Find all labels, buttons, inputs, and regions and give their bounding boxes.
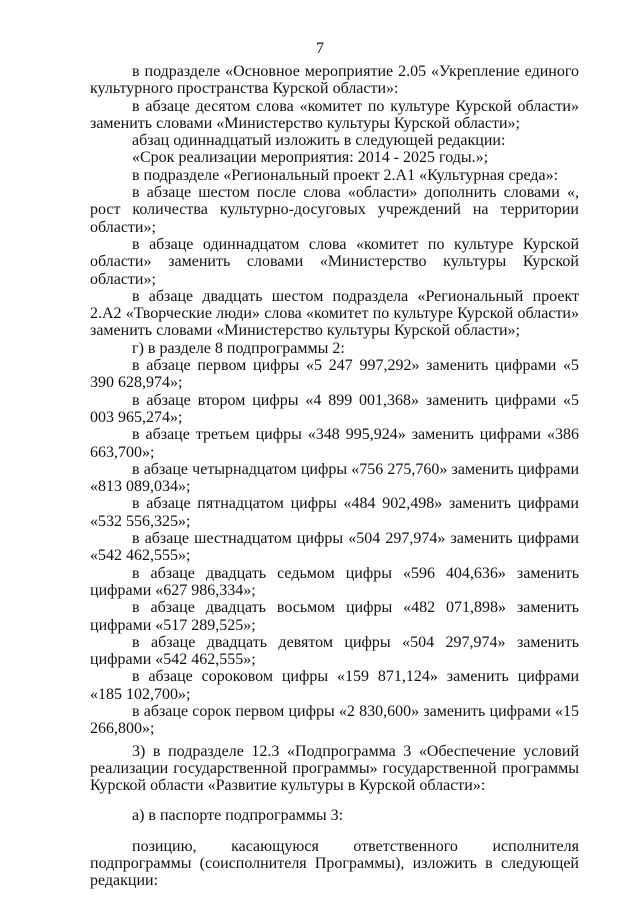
- paragraph: в подразделе «Региональный проект 2.А1 «Культурная среда»:: [132, 166, 559, 184]
- paragraph: в абзаце десятом слова «комитет по культуре Курской области» заменить словами «Министерство культуры Курской области»;: [90, 97, 579, 132]
- amendment-item: в абзаце четырнадцатом цифры «756 275,760» заменить цифрами «813 089,034»;: [90, 460, 579, 496]
- amendment-item: в абзаце двадцать восьмом цифры «482 071,898» заменить цифрами «517 289,525»;: [90, 599, 579, 634]
- paragraph: «Срок реализации мероприятия: 2014 - 2025 годы.»;: [132, 149, 489, 167]
- paragraph: в абзаце шестом после слова «области» дополнить словами «, рост количества культурно-досуговых учреждений на территории области»;: [90, 184, 579, 236]
- paragraph: позицию, касающуюся ответственного исполнителя подпрограммы (соисполнителя Программы), изложить в следующей редакции:: [90, 837, 579, 890]
- amendment-item: в абзаце втором цифры «4 899 001,368» заменить цифрами «5 003 965,274»;: [90, 391, 579, 426]
- paragraph: в абзаце одиннадцатом слова «комитет по культуре Курской области» заменить словами «Министерство культуры Курской области»;: [90, 235, 579, 288]
- amendment-item: в абзаце двадцать девятом цифры «504 297,974» заменить цифрами «542 462,555»;: [90, 633, 579, 669]
- paragraph: 3) в подразделе 12.3 «Подпрограмма 3 «Обеспечение условий реализации государственной программы» государственной программы Курской области «Развитие культуры в Курской области»:: [90, 742, 579, 795]
- amendment-item: в абзаце третьем цифры «348 995,924» заменить цифрами «386 663,700»;: [90, 426, 579, 461]
- amendment-item: в абзаце первом цифры «5 247 997,292» заменить цифрами «5 390 628,974»;: [90, 357, 579, 392]
- document-body: [90, 63, 579, 890]
- paragraph: в подразделе «Основное мероприятие 2.05 «Укрепление единого культурного пространства Курской области»:: [90, 63, 579, 98]
- amendment-item: в абзаце сороковом цифры «159 871,124» заменить цифрами «185 102,700»;: [90, 668, 579, 703]
- paragraph: г) в разделе 8 подпрограммы 2:: [132, 339, 345, 357]
- paragraph: а) в паспорте подпрограммы 3:: [132, 807, 344, 825]
- amendment-item: в абзаце пятнадцатом цифры «484 902,498» заменить цифрами «532 556,325»;: [90, 495, 579, 530]
- amendment-item: в абзаце двадцать седьмом цифры «596 404,636» заменить цифрами «627 986,334»;: [90, 564, 579, 599]
- amendment-item: в абзаце сорок первом цифры «2 830,600» заменить цифрами «15 266,800»;: [90, 702, 579, 738]
- paragraph: в абзаце двадцать шестом подраздела «Региональный проект 2.А2 «Творческие люди» слова «комитет по культуре Курской области» заменить словами «Министерство культуры Курской области»;: [90, 287, 579, 340]
- paragraph: абзац одиннадцатый изложить в следующей редакции:: [132, 132, 506, 150]
- amendment-item: в абзаце шестнадцатом цифры «504 297,974» заменить цифрами «542 462,555»;: [90, 530, 579, 565]
- page-number: 7: [316, 40, 324, 57]
